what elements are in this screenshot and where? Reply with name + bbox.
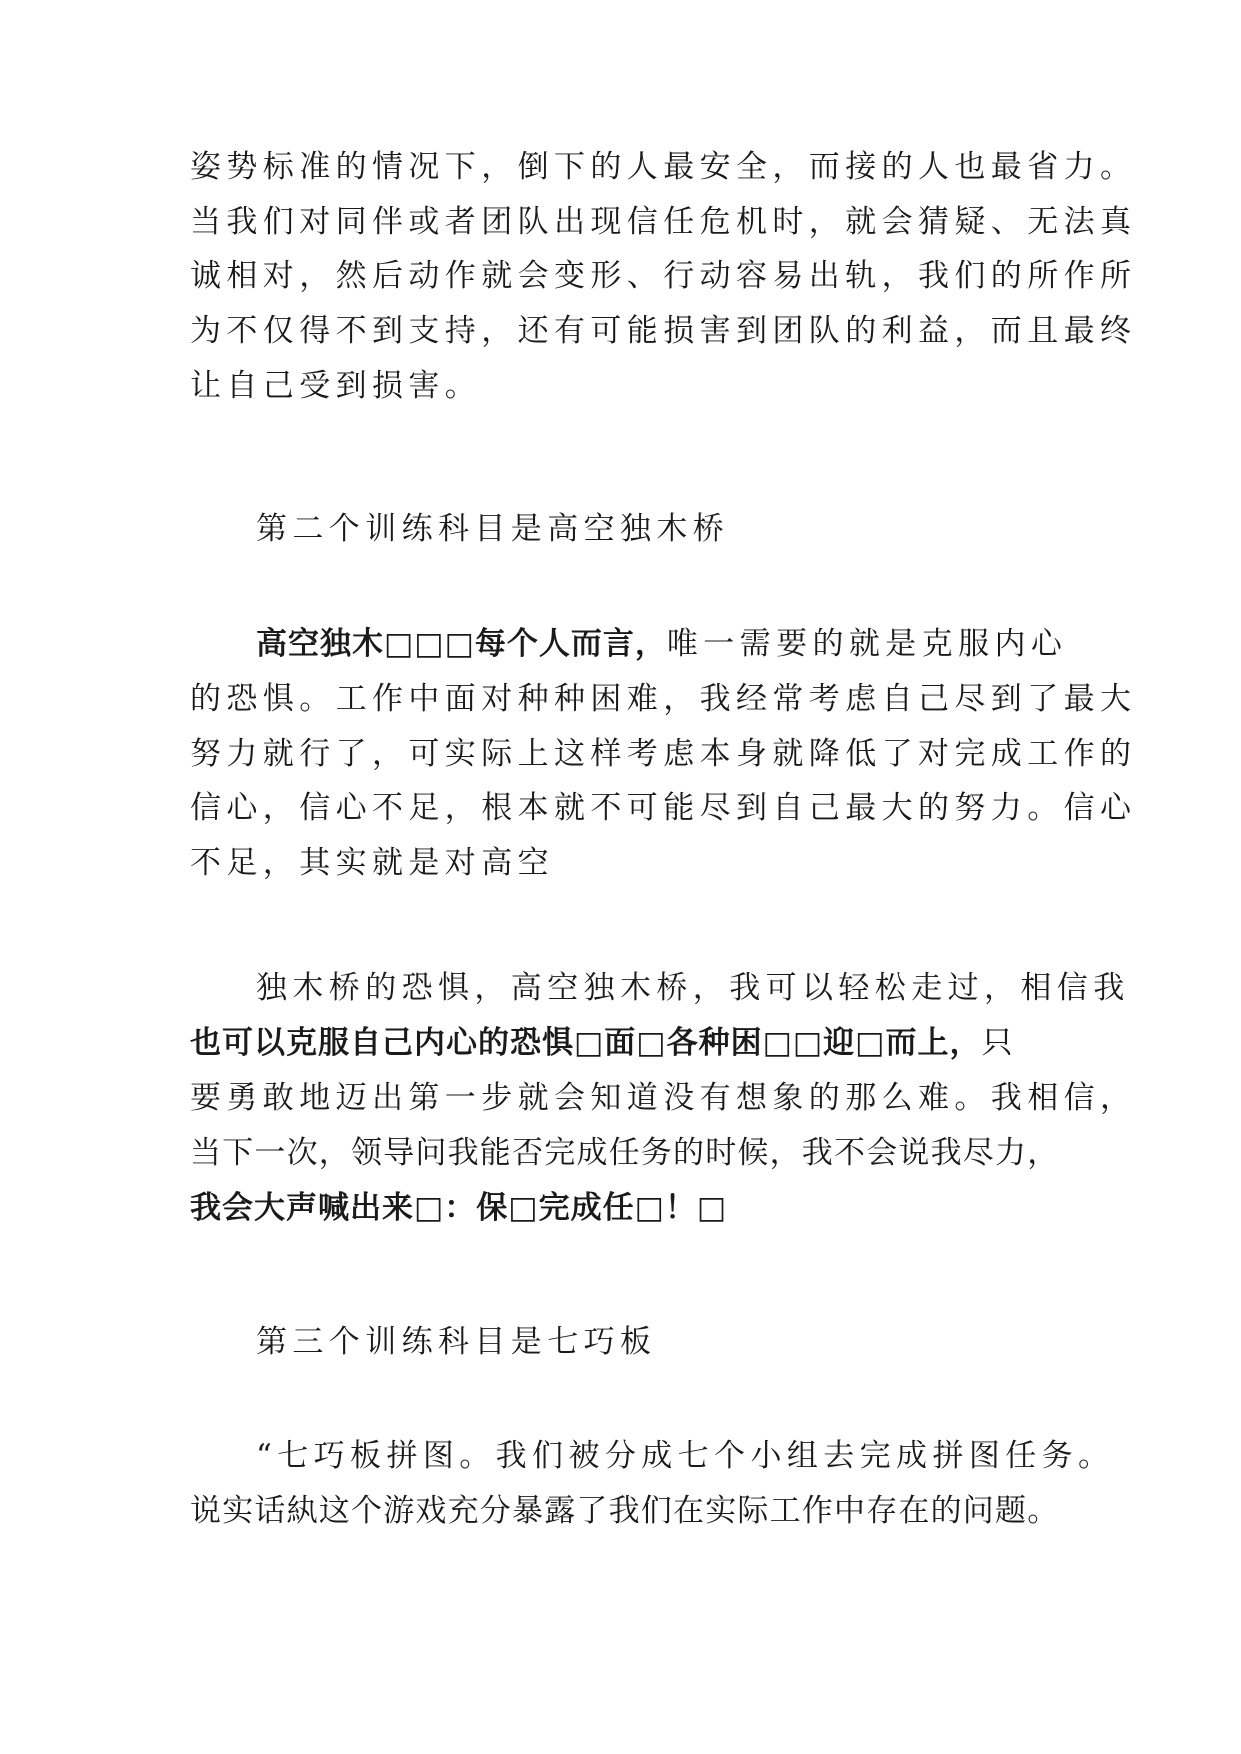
text-run: 的恐惧。工作中面对种种困难，我经常考虑自己尽到了最大 [190, 681, 1137, 717]
text-line [190, 1491, 1059, 1531]
text-run: 要勇敢地迈出第一步就会知道没有想象的那么难。我相信， [190, 1080, 1137, 1116]
section-heading [256, 1322, 656, 1362]
text-run: “七巧板拼图。我们被分成七个小组去完成拼图任务。 [256, 1438, 1115, 1474]
text-run: 让自己受到损害。 [190, 368, 482, 404]
bold-text-run: 高空独木□□□每个人而言， [256, 626, 667, 662]
text-line [190, 256, 1136, 296]
text-line [190, 679, 1136, 719]
text-run: 诚相对，然后动作就会变形、行动容易出轨，我们的所作所 [190, 258, 1137, 294]
text-line [190, 1078, 1136, 1118]
text-run: 信心，信心不足，根本就不可能尽到自己最大的努力。信心 [190, 790, 1137, 826]
text-line [190, 1023, 1018, 1063]
text-run: 说实话紈这个游戏充分暴露了我们在实际工作中存在的问题。 [190, 1493, 1060, 1529]
text-line [190, 734, 1136, 774]
text-run: 当我们对同伴或者团队出现信任危机时，就会猜疑、无法真 [190, 204, 1137, 240]
text-line [190, 202, 1136, 242]
text-run: 不足，其实就是对高空 [190, 845, 554, 881]
text-line [190, 366, 481, 406]
text-line [256, 1436, 1114, 1476]
text-run: 为不仅得不到支持，还有可能损害到团队的利益，而且最终 [190, 313, 1137, 349]
text-line [256, 624, 1067, 664]
text-run: 当下一次，领导问我能否完成任务的时候，我不会说我尽力， [190, 1135, 1060, 1171]
text-run: 第二个训练科目是高空独木桥 [256, 511, 730, 547]
text-line [190, 147, 1136, 187]
text-line [190, 1188, 727, 1228]
bold-text-run: 也可以克服自己内心的恐惧□面□各种困□□迎□而上， [190, 1025, 982, 1061]
section-heading [256, 509, 729, 549]
text-run: 唯一需要的就是克服内心 [666, 626, 1068, 662]
text-run: 第三个训练科目是七巧板 [256, 1324, 657, 1360]
text-run: 姿势标准的情况下，倒下的人最安全，而接的人也最省力。 [190, 149, 1137, 185]
text-line [190, 311, 1136, 351]
text-line [256, 968, 1130, 1008]
text-run: 只 [981, 1025, 1018, 1061]
bold-text-run: 我会大声喊出来□：保□完成任□！□ [190, 1190, 728, 1226]
text-run: 独木桥的恐惧，高空独木桥，我可以轻松走过，相信我 [256, 970, 1130, 1006]
text-line [190, 843, 554, 883]
text-line [190, 788, 1136, 828]
text-run: 努力就行了，可实际上这样考虑本身就降低了对完成工作的 [190, 736, 1137, 772]
text-line [190, 1133, 1059, 1173]
